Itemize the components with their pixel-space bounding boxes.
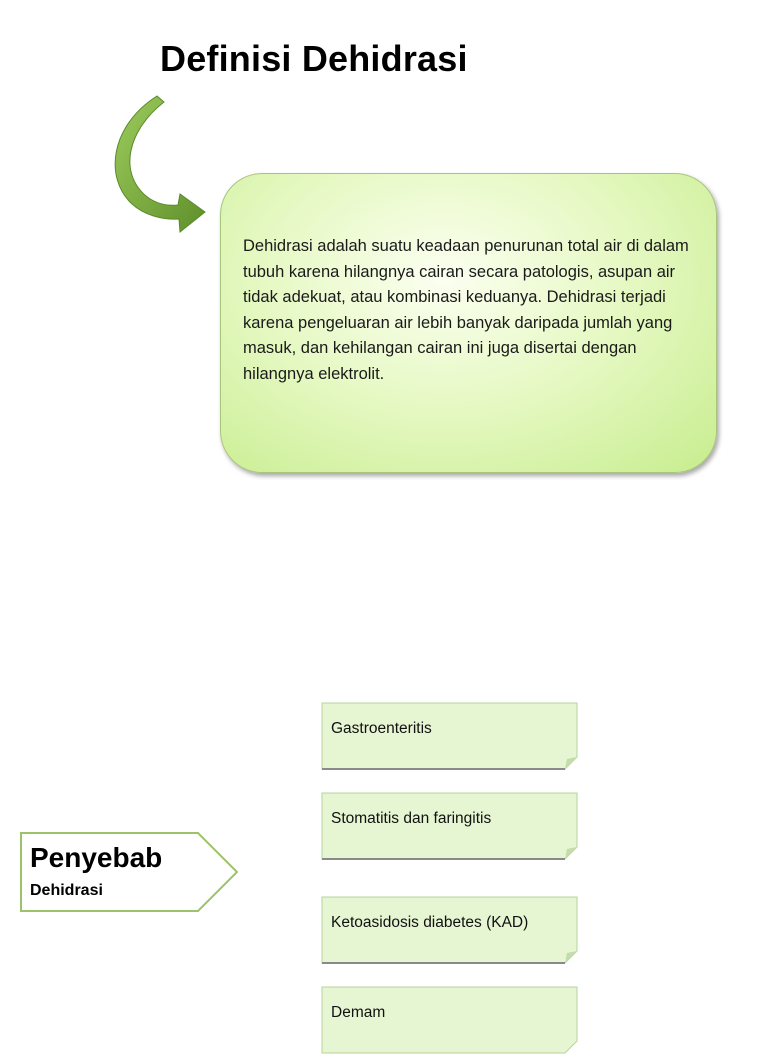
cause-item-demam <box>321 986 577 1053</box>
cause-item-gastroenteritis <box>321 702 577 769</box>
penyebab-subtitle: Dehidrasi <box>30 882 103 899</box>
page-title: Definisi Dehidrasi <box>160 38 468 79</box>
cause-label: Stomatitis dan faringitis <box>331 810 492 827</box>
cause-label: Gastroenteritis <box>331 720 432 737</box>
curved-arrow-icon <box>100 92 220 242</box>
definition-text: Dehidrasi adalah suatu keadaan penurunan total air di dalam tubuh karena hilangnya cairan secara patologis, asupan air tidak adekuat, atau kombinasi keduanya. Dehidrasi terjadi karena pengeluaran air lebih banyak daripada jumlah yang masuk, dan kehilangan cairan ini juga disertai dengan hilangnya elektrolit. <box>243 237 689 383</box>
cause-item-stomatitis <box>321 792 577 859</box>
cause-label: Demam <box>331 1004 386 1021</box>
penyebab-pentagon <box>20 832 240 912</box>
cause-label: Ketoasidosis diabetes (KAD) <box>331 914 529 931</box>
penyebab-title: Penyebab <box>30 842 163 873</box>
definition-box <box>220 173 717 473</box>
cause-item-ketoasidosis <box>321 896 577 963</box>
